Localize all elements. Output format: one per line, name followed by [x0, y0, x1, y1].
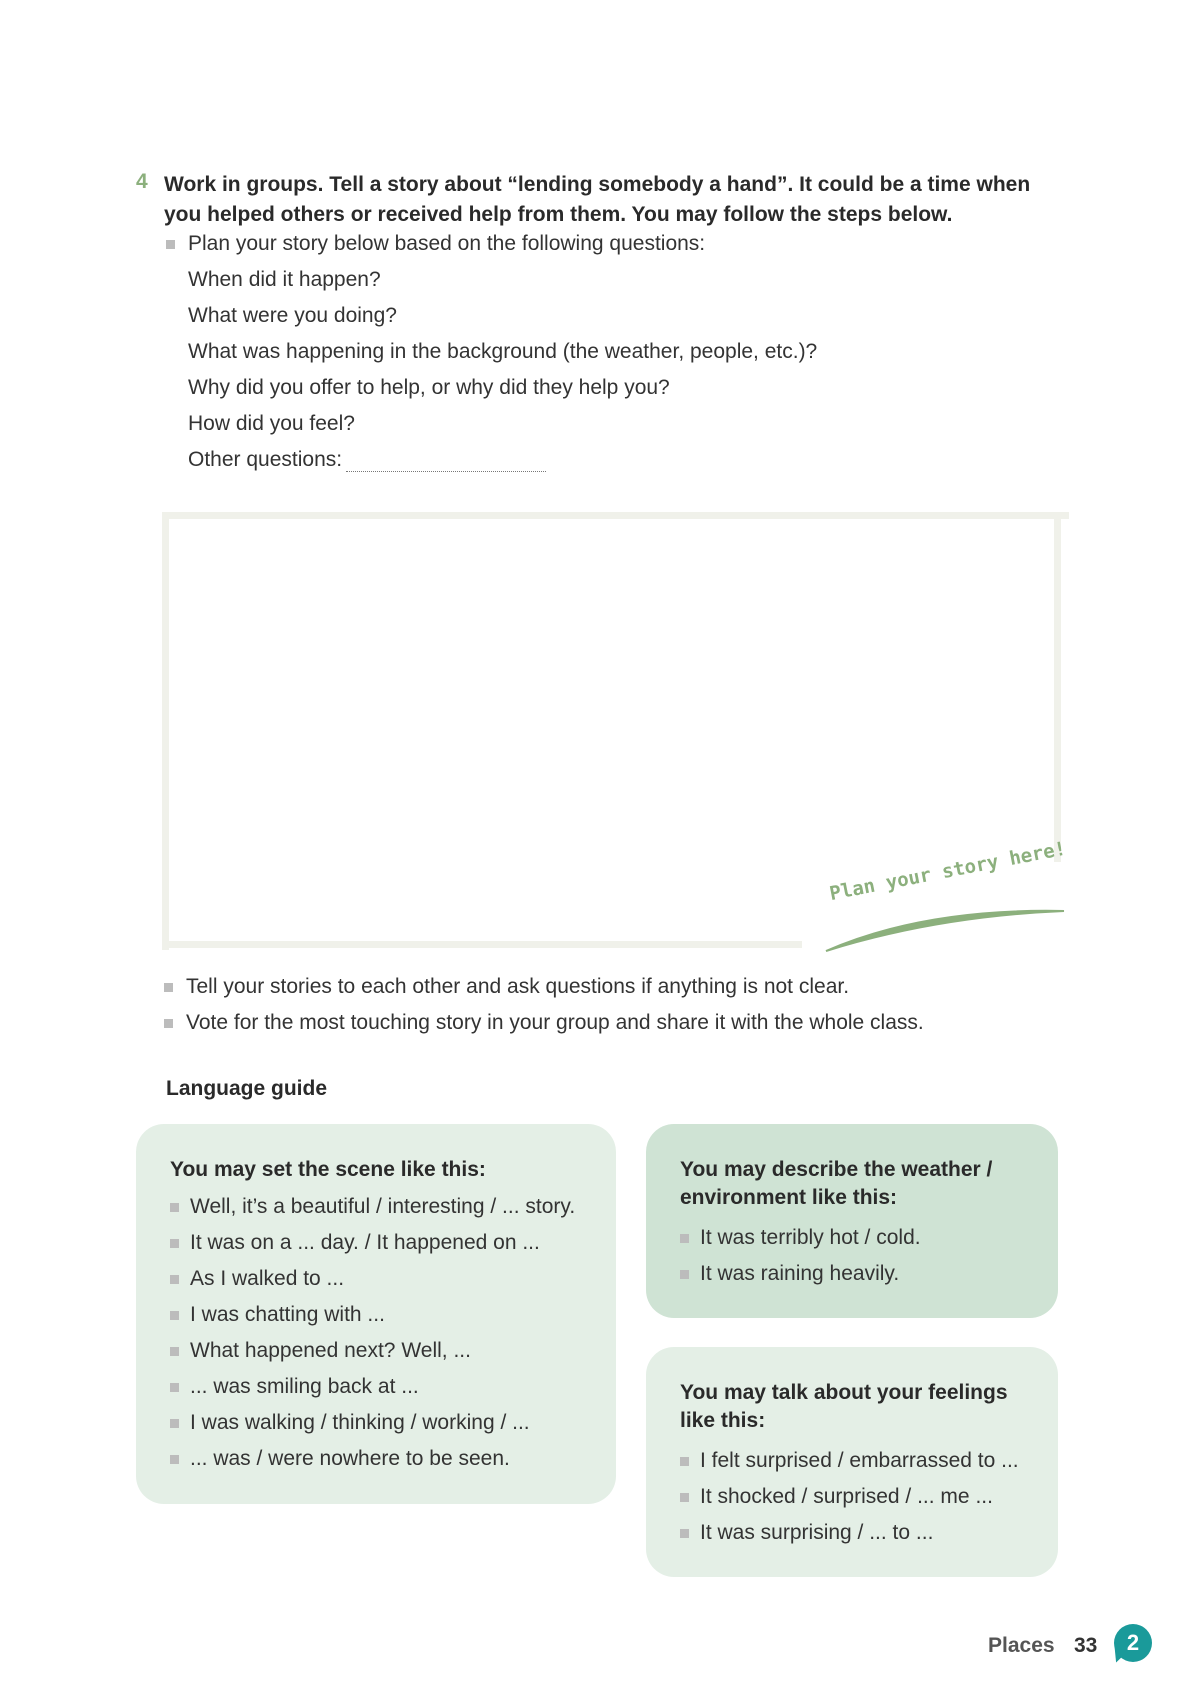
page-number: 33	[1074, 1634, 1098, 1657]
plan-box-border-bottom	[162, 941, 802, 948]
bullet-square-icon	[680, 1270, 689, 1279]
language-guide-title: Language guide	[166, 1077, 328, 1100]
unit-badge: 2	[1114, 1624, 1152, 1662]
bullet-square-icon	[170, 1419, 179, 1428]
feelings-card-title-line1: You may talk about your feelings	[680, 1381, 1008, 1404]
bullet-square-icon	[164, 1019, 173, 1028]
bullet-square-icon	[680, 1493, 689, 1502]
footer-section-name: Places	[988, 1634, 1055, 1657]
bullet-square-icon	[680, 1457, 689, 1466]
plan-story-label: Plan your story here!	[827, 837, 1068, 905]
bullet-square-icon	[170, 1275, 179, 1284]
plan-box-border-right	[1054, 512, 1061, 862]
step-tell: Tell your stories to each other and ask questions if anything is not clear.	[186, 975, 850, 998]
scene-card-title: You may set the scene like this:	[170, 1158, 486, 1181]
bullet-square-icon	[170, 1239, 179, 1248]
plan-intro: Plan your story below based on the following questions:	[188, 232, 706, 255]
swoosh-icon	[820, 895, 1070, 955]
question-when: When did it happen?	[188, 268, 381, 291]
question-other-label: Other questions:	[188, 448, 343, 471]
feelings-card-title-line2: like this:	[680, 1409, 766, 1432]
question-why: Why did you offer to help, or why did they help you?	[188, 376, 670, 399]
bullet-square-icon	[170, 1203, 179, 1212]
feelings-card: You may talk about your feelings like this: I felt surprised / embarrassed to ... It shocked / surprised / ... me ... It was surprising / ... to ...	[646, 1347, 1058, 1577]
weather-card: You may describe the weather / environment like this: It was terribly hot / cold. It was raining heavily.	[646, 1124, 1058, 1318]
bullet-square-icon	[680, 1529, 689, 1538]
task-prompt: Work in groups. Tell a story about “lending somebody a hand”. It could be a time when you helped others or received help from them. You may follow the steps below.	[164, 173, 1031, 226]
bullet-square-icon	[166, 240, 175, 249]
question-feel: How did you feel?	[188, 412, 355, 435]
bullet-square-icon	[680, 1234, 689, 1243]
weather-card-title-line1: You may describe the weather /	[680, 1158, 993, 1181]
other-questions-blank[interactable]	[346, 453, 546, 472]
bullet-square-icon	[170, 1347, 179, 1356]
question-background: What was happening in the background (the weather, people, etc.)?	[188, 340, 818, 363]
weather-card-title-line2: environment like this:	[680, 1186, 898, 1209]
bullet-square-icon	[164, 983, 173, 992]
question-doing: What were you doing?	[188, 304, 397, 327]
bullet-square-icon	[170, 1455, 179, 1464]
bullet-square-icon	[170, 1311, 179, 1320]
bullet-square-icon	[170, 1383, 179, 1392]
question-other	[188, 448, 546, 472]
step-vote: Vote for the most touching story in your group and share it with the whole class.	[186, 1011, 924, 1034]
task-number: 4	[136, 170, 148, 193]
scene-card: You may set the scene like this: Well, it’s a beautiful / interesting / ... story. It was on a ... day. / It happened on ... As I walked to ... I was chatting with ... What happened next? Well, ... ... was smiling back at ... I was walking / thinking / working / ... ... was / were nowhere to be seen.	[136, 1124, 616, 1504]
